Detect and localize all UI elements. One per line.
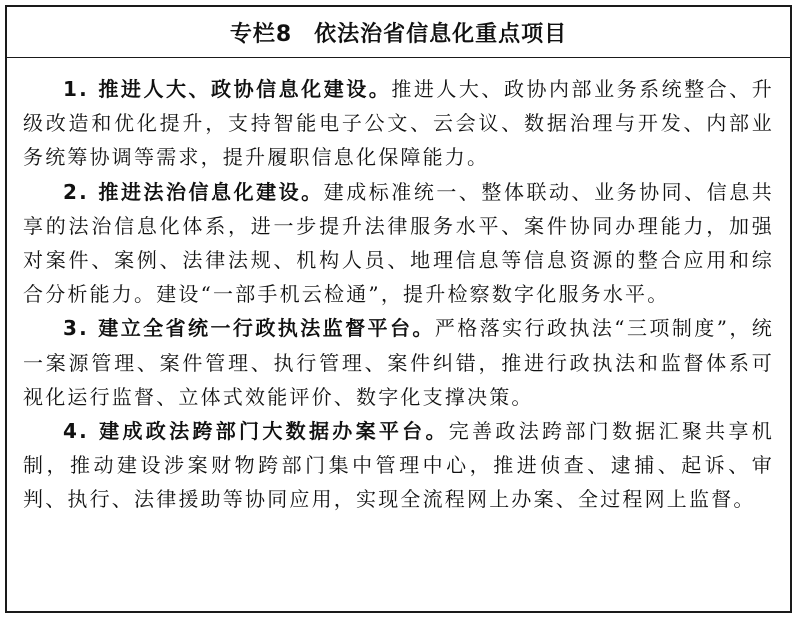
- project-heading: 1. 推进人大、政协信息化建设。: [63, 77, 392, 101]
- project-body: 推进人大、政协内部业务系统整合、升级改造和优化提升，支持智能电子公文、云会议、数据治理与开发、内部业务统筹协调等需求，提升履职信息化保障能力。: [23, 77, 774, 170]
- project-item: [23, 311, 774, 414]
- project-heading: 3. 建立全省统一行政执法监督平台。: [63, 316, 435, 341]
- project-body: 完善政法跨部门数据汇聚共享机制，推动建设涉案财物跨部门集中管理中心，推进侦查、逮捕、起诉、审判、执行、法律援助等协同应用，实现全流程网上办案、全过程网上监督。: [23, 419, 774, 512]
- column-title: 依法治省信息化重点项目: [314, 21, 568, 47]
- project-heading: 2. 推进法治信息化建设。: [63, 179, 324, 204]
- column-content: [7, 58, 790, 517]
- project-body: 严格落实行政执法“三项制度”，统一案源管理、案件管理、执行管理、案件纠错，推进行政执法和监督体系可视化运行监督、立体式效能评价、数字化支撑决策。: [23, 316, 774, 409]
- project-item: [23, 175, 774, 312]
- project-body: 建成标准统一、整体联动、业务协同、信息共享的法治信息化体系，进一步提升法律服务水平、案件协同办理能力，加强对案件、案例、法律法规、机构人员、地理信息等信息资源的整合应用和综合分析能力。建设“一部手机云检通”，提升检察数字化服务水平。: [23, 179, 775, 307]
- column-header: [7, 7, 790, 58]
- project-heading: 4. 建成政法跨部门大数据办案平台。: [63, 419, 449, 444]
- project-item: [23, 72, 774, 175]
- column-box: [5, 5, 792, 613]
- column-label: 专栏8: [229, 21, 293, 47]
- project-item: [23, 414, 774, 517]
